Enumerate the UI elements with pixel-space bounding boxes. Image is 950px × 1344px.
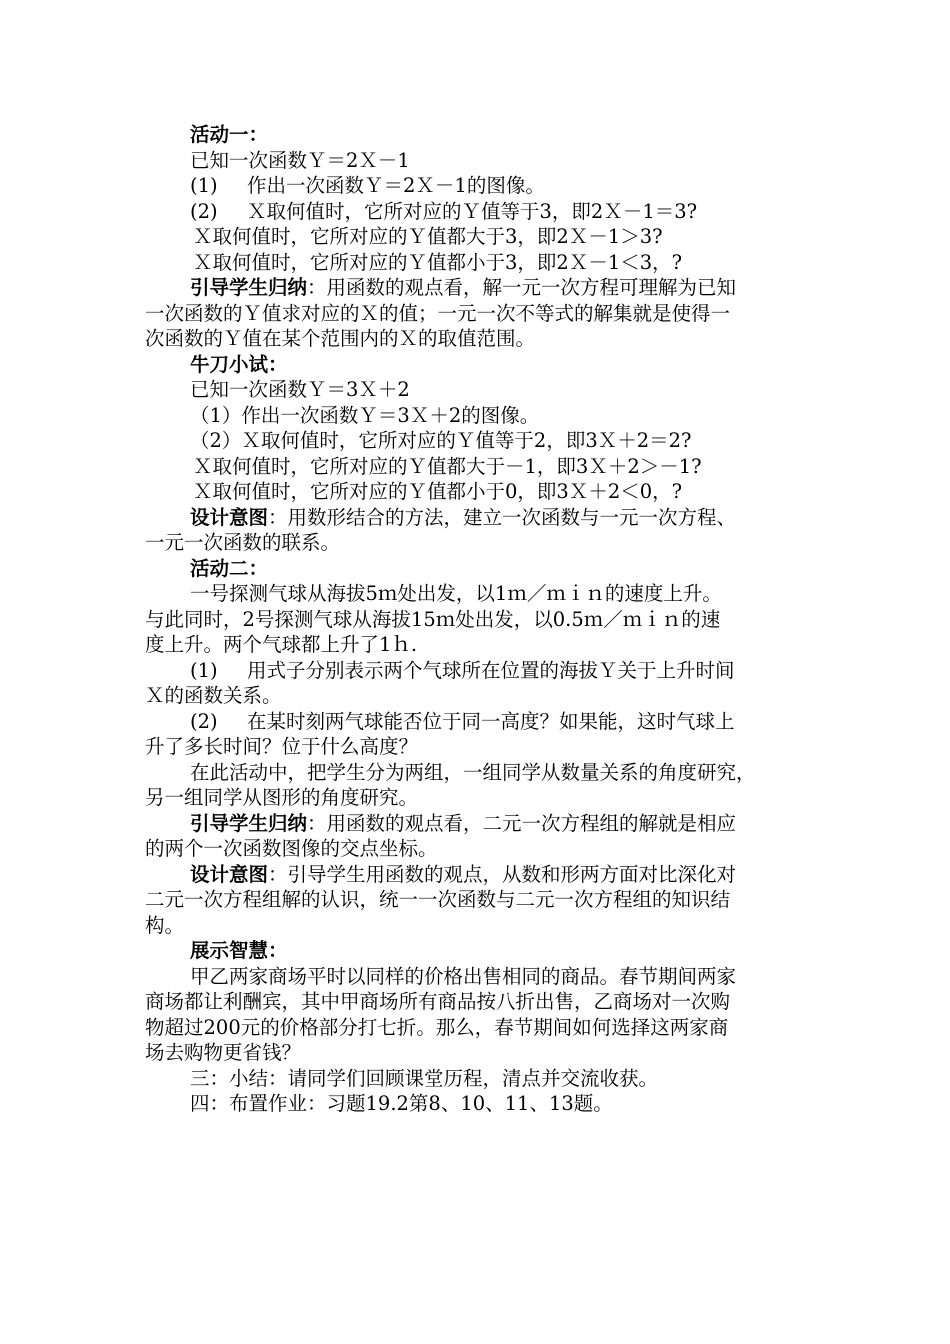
- activity2-paragraph-line-1: 一号探测气球从海拔5ｍ处出发，以1ｍ／ｍｉｎ的速度上升。: [190, 582, 722, 605]
- trial-question-2: （2）Ｘ取何值时，它所对应的Ｙ值等于2，即3Ｘ＋2＝2?: [190, 429, 692, 452]
- question-text: Ｘ取何值时，它所对应的Ｙ值等于3，即2Ｘ－1＝3?: [247, 199, 698, 223]
- wisdom-line-1: 甲乙两家商场平时以同样的价格出售相同的商品。春节期间两家: [190, 964, 737, 988]
- wisdom-line-4: 场去购物更省钱？: [145, 1041, 302, 1064]
- question-text: 用式子分别表示两个气球所在位置的海拔Ｙ关于上升时间: [247, 658, 735, 682]
- activity1-given: 已知一次函数Ｙ＝2Ｘ－1: [190, 148, 410, 172]
- activity2-question-2: [145, 709, 825, 735]
- activity2-note-line-2: 另一组同学从图形的角度研究。: [145, 786, 419, 809]
- activity2-question-2-line-2: 升了多长时间？位于什么高度？: [145, 735, 419, 758]
- summary1-text: ：用函数的观点看，解一元一次方程可理解为已知: [307, 276, 737, 299]
- summary2-line-1: [145, 811, 825, 837]
- activity2-note-line-1: 在此活动中，把学生分为两组，一组同学从数量关系的角度研究，: [190, 760, 756, 784]
- question-text: 在某时刻两气球能否位于同一高度？如果能，这时气球上: [247, 709, 735, 733]
- activity1-question-2: [145, 199, 825, 225]
- summary1-line-1: [145, 275, 825, 301]
- question-number: (1): [190, 658, 218, 682]
- trial-question-2-line-3: Ｘ取何值时，它所对应的Ｙ值都小于0，即3Ｘ＋2＜0，?: [193, 480, 683, 503]
- summary2-label: 引导学生归纳: [190, 811, 308, 835]
- activity1-question-2-line-2: Ｘ取何值时，它所对应的Ｙ值都大于3，即2Ｘ－1＞3?: [193, 225, 663, 248]
- summary1-line-3: 次函数的Ｙ值在某个范围内的Ｘ的取值范围。: [145, 327, 536, 350]
- design1-line-2: 一元一次函数的联系。: [145, 531, 341, 554]
- closing-homework: 四：布置作业：习题19.2第8、10、11、13题。: [190, 1092, 613, 1115]
- summary2-line-2: 的两个一次函数图像的交点坐标。: [145, 837, 438, 860]
- activity2-paragraph-line-2: 与此同时，2号探测气球从海拔15ｍ处出发，以0.5ｍ／ｍｉｎ的速: [145, 607, 721, 631]
- activity2-question-1: [145, 658, 825, 684]
- trial-given: 已知一次函数Ｙ＝3Ｘ＋2: [190, 378, 410, 401]
- design1-line-1: [145, 505, 825, 531]
- wisdom-line-2: 商场都让利酬宾，其中甲商场所有商品按八折出售，乙商场对一次购: [145, 990, 731, 1013]
- question-number: (1): [190, 174, 218, 197]
- design2-label: 设计意图: [190, 862, 269, 886]
- summary2-text: ：用函数的观点看，二元一次方程组的解就是相应: [307, 811, 737, 835]
- activity1-question-2-line-3: Ｘ取何值时，它所对应的Ｙ值都小于3，即2Ｘ－1＜3，?: [193, 250, 683, 274]
- summary1-label: 引导学生归纳: [190, 276, 308, 299]
- activity1-question-1: [145, 173, 825, 199]
- activity2-paragraph-line-3: 度上升。两个气球都上升了1ｈ.: [145, 633, 418, 656]
- design2-line-2: 二元一次方程组解的认识，统一一次函数与二元一次方程组的知识结: [145, 888, 731, 911]
- question-text: 作出一次函数Ｙ＝2Ｘ－1的图像。: [247, 174, 545, 197]
- document-page: [145, 122, 825, 1117]
- design2-line-1: [145, 862, 825, 888]
- activity2-heading: 活动二：: [190, 556, 269, 580]
- wisdom-heading: 展示智慧：: [190, 939, 288, 962]
- summary1-line-2: 一次函数的Ｙ值求对应的Ｘ的值；一元一次不等式的解集就是使得一: [145, 301, 731, 325]
- activity2-question-1-line-2: Ｘ的函数关系。: [145, 684, 282, 707]
- activity1-heading: 活动一：: [190, 123, 269, 146]
- wisdom-line-3: 物超过200元的价格部分打七折。那么，春节期间如何选择这两家商: [145, 1015, 729, 1039]
- design1-text: ：用数形结合的方法，建立一次函数与一元一次方程、: [268, 505, 737, 529]
- closing-summary: 三：小结：请同学们回顾课堂历程，清点并交流收获。: [190, 1066, 659, 1090]
- trial-question-2-line-2: Ｘ取何值时，它所对应的Ｙ值都大于－1，即3Ｘ＋2＞－1?: [193, 454, 702, 478]
- question-number: (2): [190, 709, 218, 733]
- design2-line-3: 构。: [145, 913, 185, 937]
- design2-text: ：引导学生用函数的观点，从数和形两方面对比深化对: [268, 862, 737, 886]
- question-number: (2): [190, 199, 218, 223]
- trial-question-1: （1）作出一次函数Ｙ＝3Ｘ＋2的图像。: [190, 403, 540, 427]
- design1-label: 设计意图: [190, 505, 269, 529]
- trial-heading: 牛刀小试：: [190, 352, 288, 376]
